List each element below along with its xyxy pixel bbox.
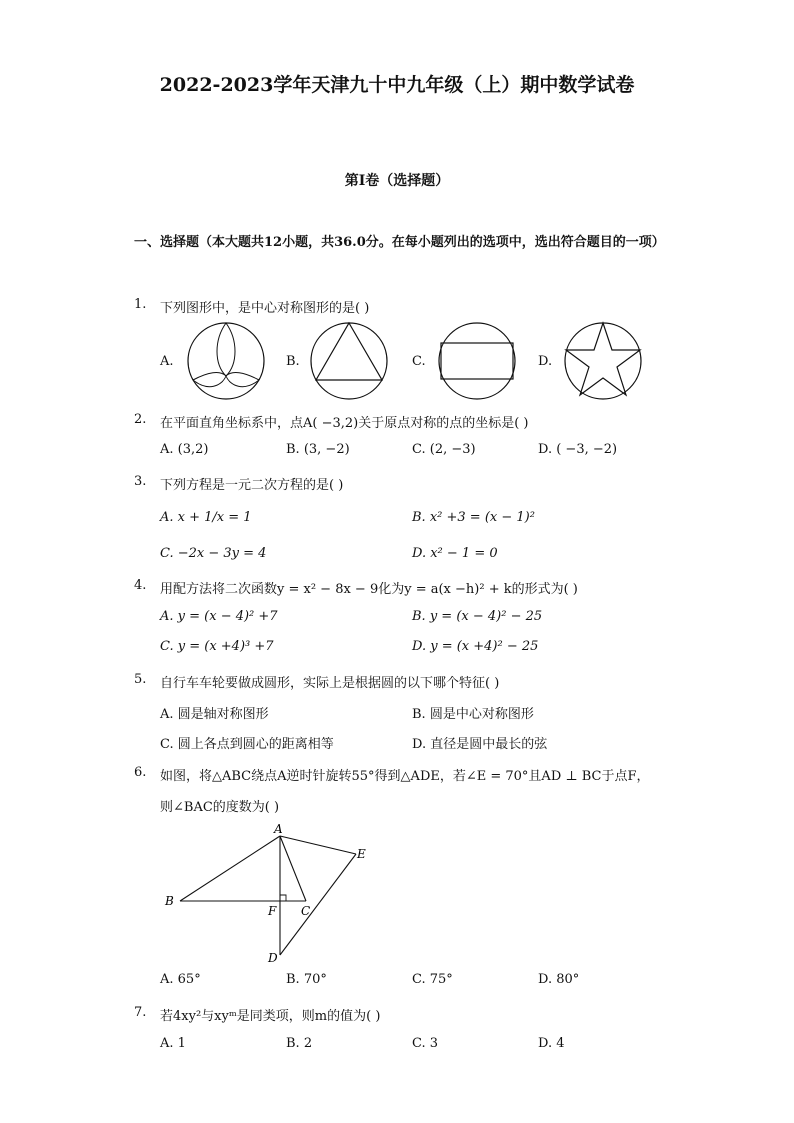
q2-number: 2. bbox=[134, 412, 147, 427]
q4-option-a[interactable]: A. y = (x − 4)² +7 bbox=[160, 609, 278, 624]
q1-figure-d bbox=[562, 320, 644, 402]
q6-text: 如图，将△ABC绕点A逆时针旋转55°得到△ADE，若∠E = 70°且AD ⊥ BC于点F， bbox=[160, 769, 650, 784]
page-title: 2022-2023学年天津九十中九年级（上）期中数学试卷 bbox=[159, 74, 635, 96]
q7-option-c[interactable]: C. 3 bbox=[412, 1036, 439, 1051]
q5-text: 自行车车轮要做成圆形，实际上是根据圆的以下哪个特征( ) bbox=[160, 676, 500, 691]
q2-text: 在平面直角坐标系中，点A( −3,2)关于原点对称的点的坐标是( ) bbox=[160, 416, 529, 431]
q3-option-b[interactable]: B. x² +3 = (x − 1)² bbox=[412, 510, 535, 525]
q3-text: 下列方程是一元二次方程的是( ) bbox=[160, 478, 344, 493]
segment-ab bbox=[180, 836, 280, 901]
q7-option-b[interactable]: B. 2 bbox=[286, 1036, 313, 1051]
q6-text-line2: 则∠BAC的度数为( ) bbox=[160, 800, 280, 815]
q6-triangle-figure bbox=[160, 820, 380, 970]
q2-option-a[interactable]: A. (3,2) bbox=[160, 442, 209, 457]
q7-text: 若4xy²与xyᵐ是同类项，则m的值为( ) bbox=[160, 1009, 381, 1024]
q5-option-b[interactable]: B. 圆是中心对称图形 bbox=[412, 707, 534, 722]
q5-option-c[interactable]: C. 圆上各点到圆心的距离相等 bbox=[160, 737, 334, 752]
section-subtitle: 第I卷（选择题） bbox=[344, 173, 450, 189]
segment-ac bbox=[280, 836, 306, 901]
q3-option-c[interactable]: C. −2x − 3y = 4 bbox=[160, 546, 267, 561]
q6-option-d[interactable]: D. 80° bbox=[538, 972, 580, 987]
q7-option-a[interactable]: A. 1 bbox=[160, 1036, 186, 1051]
q3-option-d[interactable]: D. x² − 1 = 0 bbox=[412, 546, 498, 561]
q2-option-c[interactable]: C. (2, −3) bbox=[412, 442, 476, 457]
q3-number: 3. bbox=[134, 474, 147, 489]
q3-option-a[interactable]: A. x + 1/x = 1 bbox=[160, 510, 252, 525]
right-angle-mark bbox=[280, 895, 286, 901]
q6-option-a[interactable]: A. 65° bbox=[160, 972, 201, 987]
point-label-c: C bbox=[301, 904, 311, 918]
q1-figure-b bbox=[308, 320, 390, 402]
q4-option-c[interactable]: C. y = (x +4)³ +7 bbox=[160, 639, 274, 654]
q1-option-c-label[interactable]: C. bbox=[412, 354, 426, 369]
q6-option-c[interactable]: C. 75° bbox=[412, 972, 453, 987]
q7-option-d[interactable]: D. 4 bbox=[538, 1036, 565, 1051]
q1-figure-a bbox=[186, 320, 266, 402]
point-label-b: B bbox=[165, 894, 174, 908]
q4-option-b[interactable]: B. y = (x − 4)² − 25 bbox=[412, 609, 543, 624]
q4-option-d[interactable]: D. y = (x +4)² − 25 bbox=[412, 639, 539, 654]
section-heading: 一、选择题（本大题共12小题，共36.0分。在每小题列出的选项中，选出符合题目的一项） bbox=[134, 235, 665, 250]
q6-number: 6. bbox=[134, 765, 147, 780]
point-label-a: A bbox=[274, 822, 283, 836]
q1-option-d-label[interactable]: D. bbox=[538, 354, 553, 369]
q5-number: 5. bbox=[134, 672, 147, 687]
point-label-e: E bbox=[357, 847, 366, 861]
q1-number: 1. bbox=[134, 297, 147, 312]
q4-text: 用配方法将二次函数y = x² − 8x − 9化为y = a(x −h)² + k的形式为( ) bbox=[160, 582, 578, 597]
q1-figure-c bbox=[436, 320, 518, 402]
q1-text: 下列图形中，是中心对称图形的是( ) bbox=[160, 301, 370, 316]
q1-option-b-label[interactable]: B. bbox=[286, 354, 300, 369]
q1-option-a-label[interactable]: A. bbox=[160, 354, 174, 369]
q2-option-b[interactable]: B. (3, −2) bbox=[286, 442, 350, 457]
segment-de bbox=[280, 854, 356, 955]
point-label-f: F bbox=[268, 904, 277, 918]
segment-ae bbox=[280, 836, 356, 854]
point-label-d: D bbox=[268, 951, 278, 965]
q6-option-b[interactable]: B. 70° bbox=[286, 972, 327, 987]
q4-number: 4. bbox=[134, 578, 147, 593]
q5-option-a[interactable]: A. 圆是轴对称图形 bbox=[160, 707, 269, 722]
q2-option-d[interactable]: D. ( −3, −2) bbox=[538, 442, 618, 457]
q5-option-d[interactable]: D. 直径是圆中最长的弦 bbox=[412, 737, 548, 752]
q7-number: 7. bbox=[134, 1005, 147, 1020]
